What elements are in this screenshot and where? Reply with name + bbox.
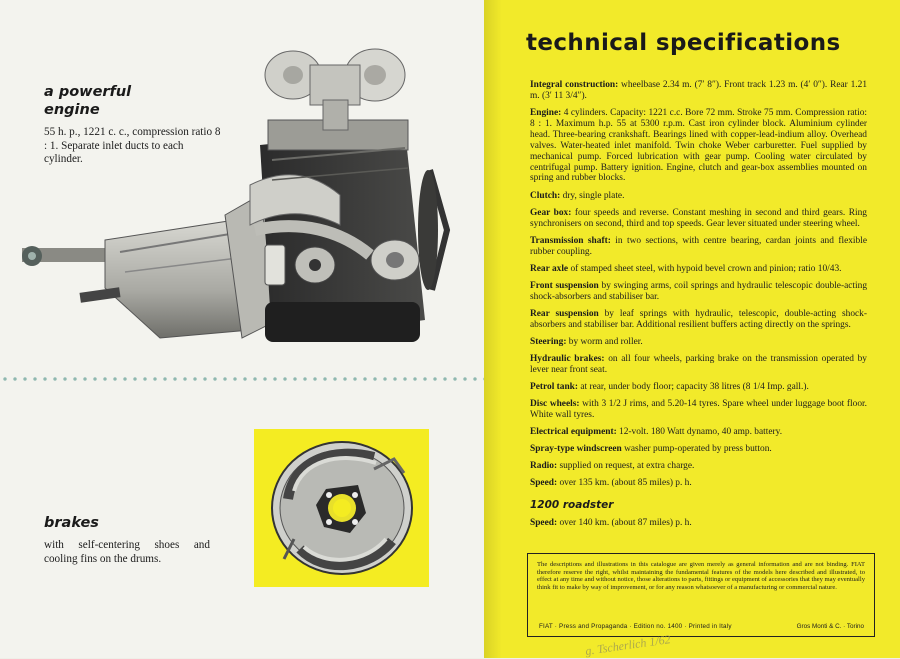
spec-electrical-equipment: Electrical equipment: 12-volt. 180 Watt dynamo, 40 amp. battery. xyxy=(530,426,783,437)
spec-gear-box: Gear box: four speeds and reverse. Constant meshing in second and third gears. Ring synchronisers on second, third and top speeds. Gear lever situated under steering wheel. xyxy=(530,207,867,229)
disclaimer-box xyxy=(527,553,875,637)
spec-speed: Speed: over 135 km. (about 85 miles) p. h. xyxy=(530,478,692,489)
spec-disc-wheels: Disc wheels: with 3 1/2 J rims, and 5.20-14 tyres. Spare wheel under luggage boot floor. White wall tyres. xyxy=(530,398,867,420)
spec-rear-suspension: Rear suspension by leaf springs with hydraulic, telescopic, double-acting shock-absorbers and stabiliser bar. Additional resilient buffers acting directly on the springs. xyxy=(530,308,867,330)
engine-heading: a powerful engine xyxy=(44,84,132,118)
brakes-heading: brakes xyxy=(44,515,99,531)
engine-description: 55 h. p., 1221 c. c., compression ratio 8 : 1. Separate inlet ducts to each cylinder. xyxy=(44,126,221,165)
specs-title: technical specifications xyxy=(526,30,841,56)
spec-roadster-speed: Speed: over 140 km. (about 87 miles) p. h. xyxy=(530,518,692,528)
spec-windscreen-washer: Spray-type windscreen washer pump-operated by press button. xyxy=(530,444,772,454)
spec-clutch: Clutch: dry, single plate. xyxy=(530,190,625,201)
spec-engine: Engine: 4 cylinders. Capacity: 1221 c.c. Bore 72 mm. Stroke 75 mm. Compression ratio: 8 : 1. Maximum h.p. 55 at 5300 r.p.m. Cast iron cylinder block. Aluminium cylinder head. Three-bearing crankshaft. Bearings lined with copper-lead-indium alloy. Overhead valves. Water-heated inlet manifold. Twin choke Weber carburetter. Fuel supplied by mechanical pump. Forced lubrication with gear pump. Cooling water circulated by centrifugal pump. Battery ignition. Engine, clutch and gear-box assemblies mounted on spring and rubber blocks. xyxy=(530,108,867,184)
spec-integral-construction: Integral construction: wheelbase 2.34 m. (7′ 8″). Front track 1.23 m. (4′ 0″). Rear 1.21 m. (3′ 11 3/4″). xyxy=(530,80,868,101)
page-fold-shadow xyxy=(484,0,502,658)
spec-rear-axle: Rear axle of stamped sheet steel, with hypoid bevel crown and pinion; ratio 10/43. xyxy=(530,263,842,274)
spec-petrol-tank: Petrol tank: at rear, under body floor; capacity 38 litres (8 1/4 Imp. gall.). xyxy=(530,381,809,392)
spec-front-suspension: Front suspension by swinging arms, coil springs and hydraulic telescopic double-acting shock-absorbers and stabiliser bar. xyxy=(530,280,868,302)
spec-transmission-shaft: Transmission shaft: in two sections, with centre bearing, cardan joints and flexible rubber coupling. xyxy=(530,235,867,257)
brake-drum-illustration xyxy=(254,429,429,587)
specs-list xyxy=(530,80,867,535)
disclaimer-text: The descriptions and illustrations in this catalogue are given merely as general information and are not binding. FIAT therefore reserve the right, whilst maintaining the fundamental features of the models here described and illustrated, to effect at any time and without notice, those alterations to parts, fittings or equipment of accessories that they may eventually think fit to make by way of improvement, or for any reason whatsoever of a manufacturing or commercial nature. xyxy=(537,561,865,591)
brakes-description: with self-centering shoes and cooling fins on the drums. xyxy=(44,539,210,565)
spec-hydraulic-brakes: Hydraulic brakes: on all four wheels, parking brake on the transmission operated by lever near front seat. xyxy=(530,353,867,375)
engine-illustration xyxy=(10,20,460,365)
spec-radio: Radio: supplied on request, at extra charge. xyxy=(530,461,695,472)
printer-credit: Gros Monti & C. · Torino xyxy=(796,623,864,630)
roadster-heading: 1200 roadster xyxy=(530,499,614,512)
publisher-imprint: FIAT · Press and Propaganda · Edition no. 1400 · Printed in Italy xyxy=(539,623,732,630)
dotted-divider xyxy=(0,376,484,382)
spec-steering: Steering: by worm and roller. xyxy=(530,336,643,347)
handwritten-note: g. Tscherlich 1/62 xyxy=(584,632,672,658)
